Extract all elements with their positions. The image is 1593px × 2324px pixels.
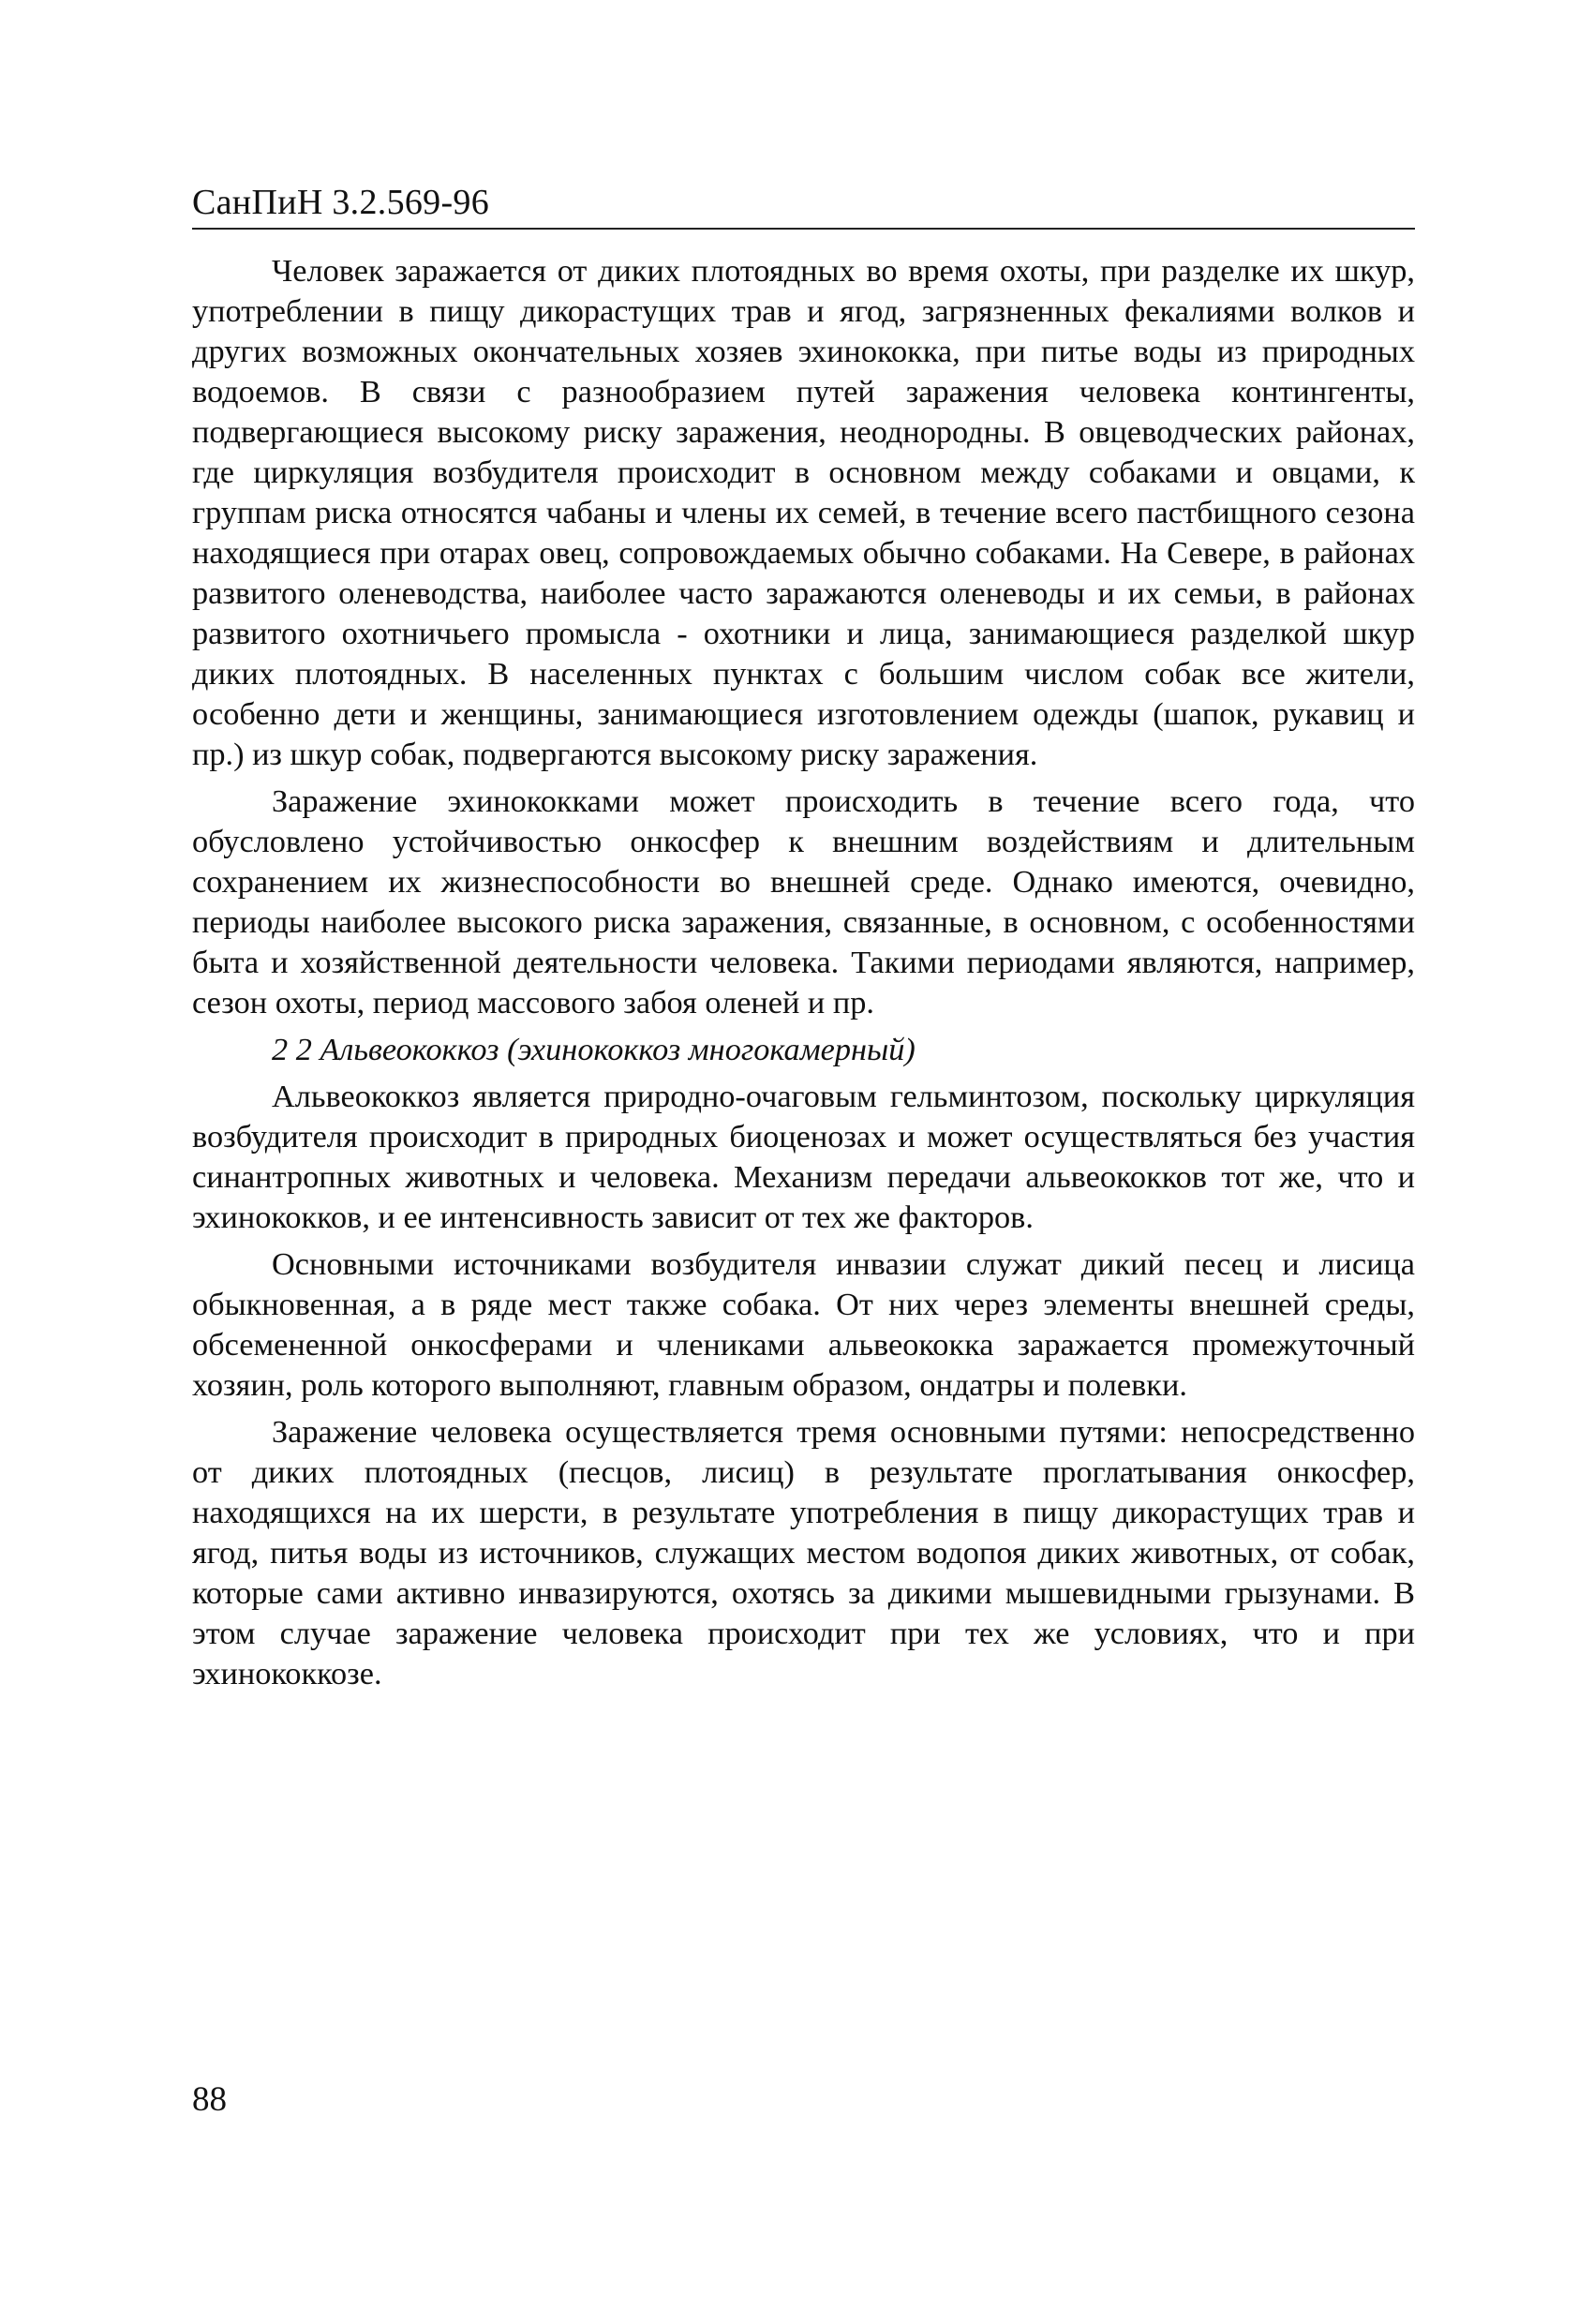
paragraph-infection-routes: Заражение человека осуществляется тремя основными путями: непосредственно от диких плотоядных (песцов, лисиц) в результате проглатывания онкосфер, находящихся на их шерсти, в результате употребления в пищу дикорастущих трав и ягод, питья воды из источников, служащих местом водопоя диких животных, от собак, которые сами активно инвазируются, охотясь за дикими мышевидными грызунами. В этом случае заражение человека происходит при тех же условиях, что и при эхинококкозе. <box>192 1414 1415 1691</box>
paragraph-infection-contingents: Человек заражается от диких плотоядных во время охоты, при разделке их шкур, употреблении в пищу дикорастущих трав и ягод, загрязненных фекалиями волков и других возможных окончательных хозяев эхинококка, при питье воды из природных водоемов. В связи с разнообразием путей заражения человека контингенты, подвергающиеся высокому риску заражения, неоднородны. В овцеводческих районах, где циркуляция возбудителя происходит в основном между собаками и овцами, к группам риска относятся чабаны и члены их семей, в течение всего пастбищного сезона находящиеся при отарах овец, сопровождаемых обычно собаками. На Севере, в районах развитого оленеводства, наиболее часто заражаются оленеводы и их семьи, в районах развитого охотничьего промысла - охотники и лица, занимающиеся разделкой шкур диких плотоядных. В населенных пунктах с большим числом собак все жители, особенно дети и женщины, занимающиеся изготовлением одежды (шапок, рукавиц и пр.) из шкур собак, подвергаются высокому риску заражения. <box>192 253 1415 772</box>
paragraph-infection-seasons: Заражение эхинококками может происходить в течение всего года, что обусловлено устойчивостью онкосфер к внешним воздействиям и длительным сохранением их жизнеспособности во внешней среде. Однако имеются, очевидно, периоды наиболее высокого риска заражения, связанные, в основном, с особенностями быта и хозяйственной деятельности человека. Такими периодами являются, например, сезон охоты, период массового забоя оленей и пр. <box>192 783 1415 1020</box>
running-header: СанПиН 3.2.569-96 <box>192 183 490 222</box>
header-divider <box>192 228 1415 230</box>
body-text <box>192 251 1415 1701</box>
paragraph-alveococcosis-definition: Альвеококкоз является природно-очаговым гельминтозом, поскольку циркуляция возбудителя происходит в природных биоценозах и может осуществляться без участия синантропных животных и человека. Механизм передачи альвеококков тот же, что и эхинококков, и ее интенсивность зависит от тех же факторов. <box>192 1079 1415 1235</box>
page-number: 88 <box>192 2080 227 2119</box>
paragraph-infection-sources: Основными источниками возбудителя инвазии служат дикий песец и лисица обыкновенная, а в ряде мест также собака. От них через элементы внешней среды, обсемененной онкосферами и члениками альвеококка заражается промежуточный хозяин, роль которого выполняют, главным образом, ондатры и полевки. <box>192 1246 1415 1403</box>
section-subheading: 2 2 Альвеококкоз (эхинококкоз многокамерный) <box>272 1032 916 1067</box>
